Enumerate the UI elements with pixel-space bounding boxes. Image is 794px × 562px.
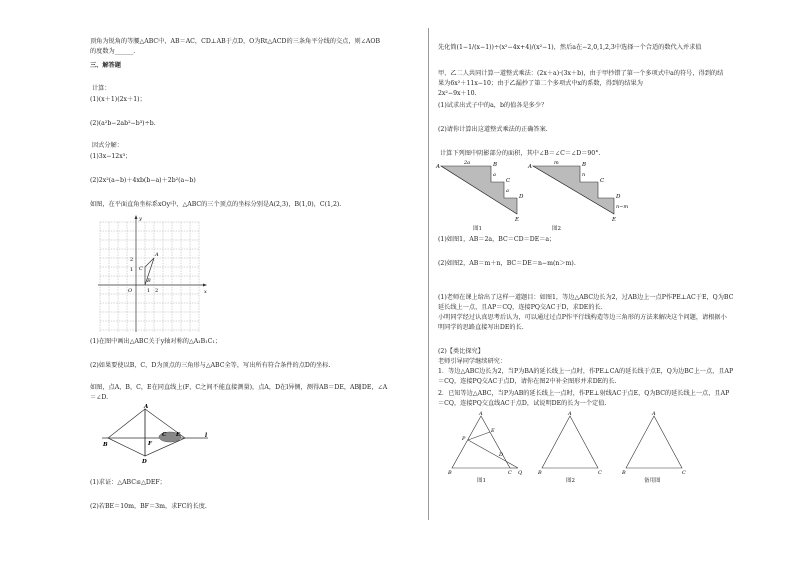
dimension-label: a [493, 172, 496, 178]
question-text: 老师引导同学继续研究： [438, 358, 507, 365]
question-text: 如图，点A，B，C，E在同直线上(F，C之间不能直接测量)，点A，D在l异侧，测得AB＝DE，AB∥DE，∠A [90, 384, 388, 391]
point-label: E [176, 432, 181, 438]
origin-label: O [128, 288, 133, 294]
area-figure-2 [528, 158, 628, 228]
question-text: ＝∠D. [90, 394, 109, 401]
point-label: C [139, 266, 143, 272]
question-text: 的度数为______. [90, 48, 136, 55]
point-label: F [148, 441, 152, 447]
tick-label: 2 [130, 257, 134, 263]
dimension-label: a [506, 188, 509, 194]
tick-label: 2 [155, 288, 159, 294]
question-text: (2)(a²b−2ab²−b³)÷b. [90, 120, 156, 127]
section-heading: 三、解答题 [90, 62, 121, 69]
point-label: C [600, 178, 605, 184]
question-text: 先化简(1−1/(x−1))÷(x²−4x+4)/(x²−1)，然后a在−2,0,1,2,3中选择一个合适的数代入并求值 [438, 44, 702, 51]
point-label: B [582, 162, 587, 168]
coordinate-grid-figure [96, 214, 208, 334]
point-label: B [622, 470, 626, 476]
question-text: ＝CQ，连接PQ交直线AC于点D，试说明DE的长为一个定值. [438, 400, 607, 407]
question-text: (2)如果要使以B，C，D为顶点的三角形与△ABC全等，写出所有符合条件的点D的坐标. [90, 362, 331, 369]
question-text: (1)3x−12x³； [90, 153, 132, 160]
figure-caption: 备用图 [644, 478, 661, 484]
triangle-figure-2 [538, 410, 608, 480]
question-text: (2)请你计算出这道整式乘法的正确答案. [438, 126, 548, 133]
question-text: (1)(x＋1)(2x＋1)； [90, 96, 146, 103]
question-text: ＝CQ，连接PQ交AC于点D，请你在图2中补全图形并求DE的长. [438, 378, 617, 385]
y-axis-label: y [139, 216, 142, 222]
figure-caption: 图2 [566, 478, 575, 484]
figure-caption: 图1 [477, 478, 486, 484]
point-label: E [612, 217, 617, 223]
x-axis-label: x [204, 289, 207, 295]
question-text: 如图，在平面直角坐标系xOy中，△ABC的三个顶点的坐标分别是A(2,3)，B(1,0)，C(1,2). [90, 201, 342, 208]
point-label: A [652, 411, 656, 417]
question-text: 延长线上一点，且AP＝CQ，连接PQ交AC于D，求DE的长. [438, 304, 603, 311]
question-text: (2)2x²(a−b)＋4xb(b−a)＋2b²(a−b) [90, 177, 196, 184]
question-text: (1)试求出式子中的a，b的值各是多少？ [438, 102, 548, 109]
dimension-label: n−m [616, 204, 629, 210]
dimension-label: 2a [464, 160, 471, 166]
point-label: Q [518, 470, 523, 476]
question-text: 小明同学经过认真思考后认为，可以通过过点P作平行线构造等边三角形的方法来解决这个问题，请根据小 [438, 314, 727, 321]
point-label: C [506, 178, 511, 184]
question-text: 顶角为锐角的等腰△ABC中，AB＝AC，CD⊥AB于点D，O为Rt△ACD的三条角平分线的交点，则∠AOB [90, 38, 380, 45]
point-label: B [493, 162, 498, 168]
point-label: P [462, 436, 466, 442]
point-label: A [436, 164, 440, 170]
question-text: (2)若BE＝10m，BF＝3m，求FC的长度. [90, 503, 207, 510]
triangle-figure-backup [622, 410, 692, 480]
question-text: 2．已知等边△ABC，当P为AB的延长线上一点时，作PE⊥射线AC于点E，Q为BC的延长线上一点，且AP [438, 390, 730, 397]
question-text: 2x²−9x＋10. [438, 90, 477, 97]
question-title: 因式分解： [92, 142, 123, 149]
point-label: E [515, 217, 520, 223]
point-label: B [103, 442, 108, 448]
point-label: D [519, 194, 524, 200]
question-text: 1．等边△ABC边长为2，当P为BA的延长线上一点时，作PE⊥CA的延长线于点E，Q为边BC上一点，且AP [438, 368, 734, 375]
area-figure-1 [436, 158, 526, 228]
dimension-label: n [582, 172, 586, 178]
point-label: D [616, 194, 621, 200]
tick-label: 1 [147, 288, 151, 294]
point-label: C [508, 470, 512, 476]
line-label: l [205, 433, 208, 439]
question-title: (2)【类比探究】 [438, 348, 484, 355]
dimension-label: m [554, 160, 559, 166]
question-text: (2)如图2，AB＝m＋n，BC＝DE＝n−m(n＞m). [438, 260, 576, 267]
question-text: (1)老师在课上给出了这样一道题目：如图1，等边△ABC边长为2，过AB边上一点P作PE⊥AC于E，Q为BC [438, 294, 734, 301]
point-label: A [528, 164, 532, 170]
geometry-figure [100, 405, 210, 465]
point-label: A [144, 404, 149, 410]
point-label: B [147, 278, 151, 284]
triangle-figure-1 [446, 410, 526, 480]
question-text: (1)求证：△ABC≌△DEF； [90, 479, 166, 486]
point-label: B [448, 470, 452, 476]
column-divider [428, 28, 429, 520]
question-text: (1)如图1，AB＝2a，BC＝CD＝DE＝a； [438, 236, 556, 243]
question-text: 果为6x²＋11x−10；由于乙漏抄了第二个多项式中x的系数，得到的结果为 [438, 80, 643, 87]
figure-caption: 图1 [473, 226, 482, 232]
point-label: C [162, 432, 167, 438]
point-label: E [491, 428, 495, 434]
question-text: 计算下列图中阴影部分的面积，其中∠B＝∠C＝∠D＝90°. [440, 150, 601, 157]
point-label: C [598, 470, 602, 476]
point-label: A [155, 252, 159, 258]
point-label: C [682, 470, 686, 476]
question-text: 明同学的思路直接写出DE的长. [438, 324, 524, 331]
point-label: D [142, 459, 147, 465]
question-text: 甲、乙二人共同计算一道整式乘法：(2x＋a)·(3x＋b)，由于甲抄错了第一个多项式中a的符号，得到的结 [438, 70, 724, 77]
figure-caption: 图2 [552, 226, 561, 232]
question-title: 计算： [92, 85, 111, 92]
point-label: A [568, 411, 572, 417]
point-label: B [538, 470, 542, 476]
point-label: D [499, 452, 504, 458]
point-label: A [479, 411, 483, 417]
tick-label: 1 [130, 267, 134, 273]
question-text: (1)在图中画出△ABC关于y轴对称的△A₁B₁C₁； [90, 338, 222, 345]
